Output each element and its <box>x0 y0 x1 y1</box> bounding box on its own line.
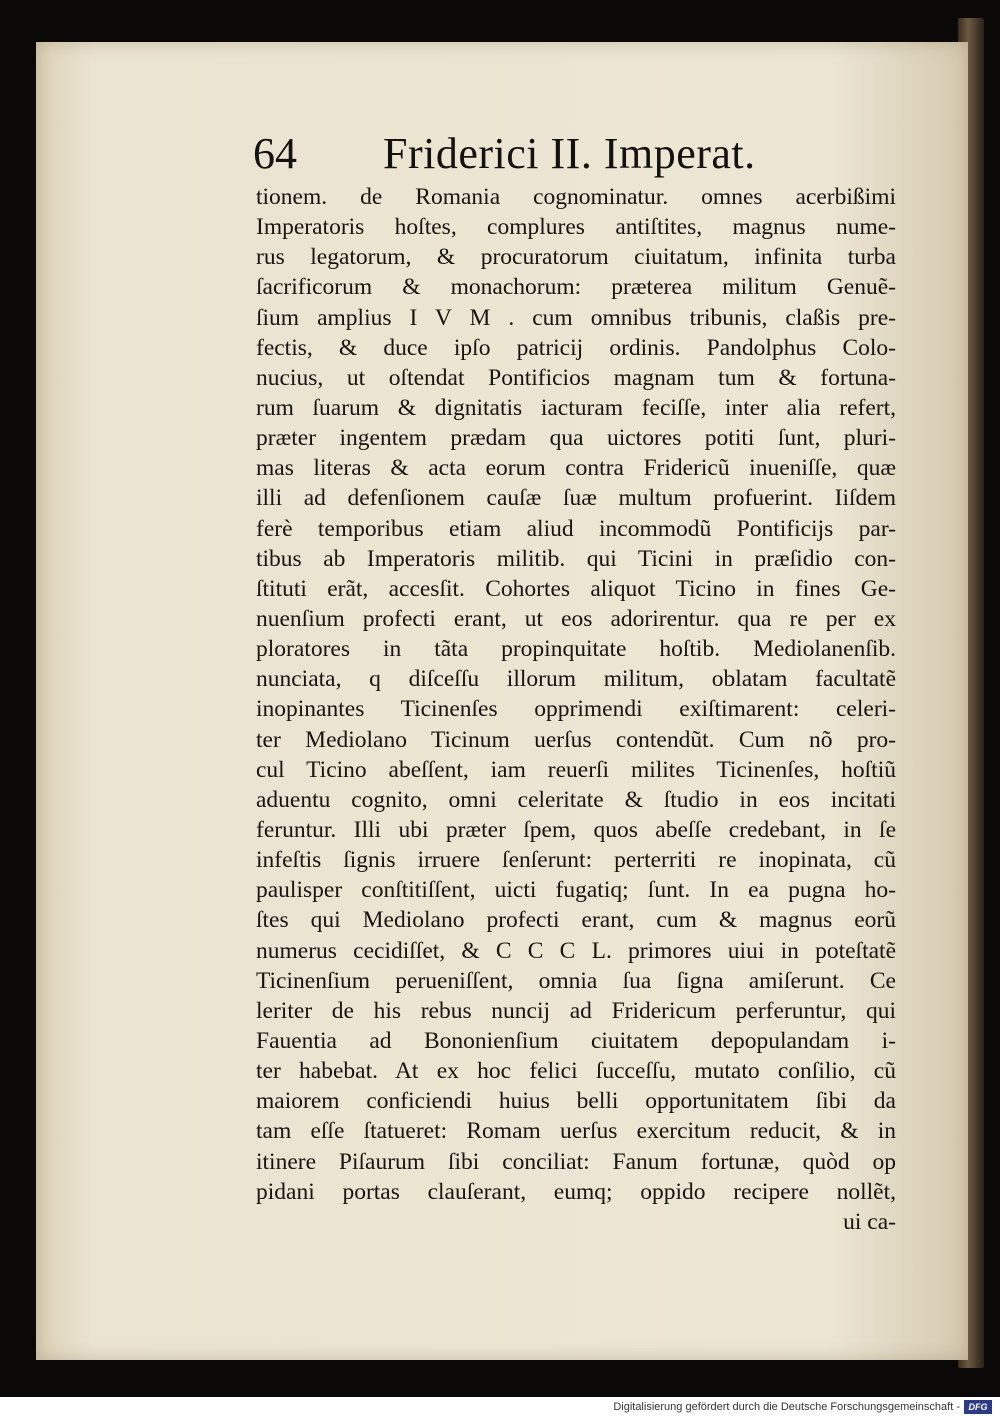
running-head: Friderici II. Imperat. <box>383 129 756 178</box>
page-header <box>253 126 853 182</box>
text-line: tionem. de Romania cognominatur. omnes acerbißimi <box>256 184 896 210</box>
text-line: fectis, & duce ipſo patricij ordinis. Pandolphus Colo- <box>256 334 896 361</box>
text-line: feruntur. Illi ubi præter ſpem, quos abeſſe credebant, in ſe <box>256 816 896 843</box>
text-line: rus legatorum, & procuratorum ciuitatum, infinita turba <box>256 244 896 271</box>
text-line: ſium amplius I V M . cum omnibus tribunis, claßis pre- <box>256 304 896 331</box>
text-line: nuenſium profecti erant, ut eos adorirentur. qua re per ex <box>256 605 896 632</box>
text-line: tam eſſe ſtatueret: Romam uerſus exercitum reducit, & in <box>256 1118 896 1145</box>
text-line: itinere Piſaurum ſibi conciliat: Fanum fortunæ, quòd op <box>256 1148 896 1175</box>
text-line: tibus ab Imperatoris militib. qui Ticini in præſidio con- <box>256 545 896 572</box>
text-line: ter habebat. At ex hoc felici ſucceſſu, mutato conſilio, cũ <box>256 1058 896 1085</box>
funding-credit: Digitalisierung gefördert durch die Deutsche Forschungsgemeinschaft - <box>613 1401 960 1413</box>
text-line: cul Ticino abeſſent, iam reuerſi milites Ticinenſes, hoſtiũ <box>256 756 896 783</box>
text-line: præter ingentem prædam qua uictores potiti ſunt, pluri- <box>256 425 896 452</box>
text-line: illi ad defenſionem cauſæ ſuæ multum profuerint. Iiſdem <box>256 485 896 512</box>
text-line: ſacrificorum & monachorum: præterea militum Genuẽ- <box>256 274 896 301</box>
text-line: Imperatoris hoſtes, complures antiſtites, magnus nume- <box>256 214 896 241</box>
text-line: mas literas & acta eorum contra Fridericũ inueniſſe, quæ <box>256 455 896 482</box>
text-line: paulisper conſtitiſſent, uicti fugatiq; ſunt. In ea pugna ho- <box>256 877 896 904</box>
text-line: nunciata, q diſceſſu illorum militum, oblatam facultatẽ <box>256 666 896 693</box>
footer-bar <box>0 1397 1000 1417</box>
text-line: aduentu cognito, omni celeritate & ſtudio in eos incitati <box>256 786 896 813</box>
text-line: Ticinenſium perueniſſent, omnia ſua ſigna amiſerunt. Ce <box>256 967 896 994</box>
text-line: ferè temporibus etiam aliud incommodũ Pontificijs par- <box>256 515 896 542</box>
text-line: ploratores in tãta propinquitate hoſtib. Mediolanenſib. <box>256 636 896 663</box>
text-line: pidani portas clauſerant, eumq; oppido recipere nollẽt, <box>256 1178 896 1205</box>
text-line: Fauentia ad Bononienſium ciuitatem depopulandam i- <box>256 1027 896 1054</box>
page-number: 64 <box>253 129 297 178</box>
text-line: infeſtis ſignis irruere ſenſerunt: perterriti re inopinata, cũ <box>256 847 896 874</box>
text-line: ui ca- <box>843 1208 896 1235</box>
text-line: numerus cecidiſſet, & C C C L. primores uiui in poteſtatẽ <box>256 937 896 964</box>
text-line: maiorem conficiendi huius belli opportunitatem ſibi da <box>256 1088 896 1115</box>
text-line: ſtituti erãt, accesſit. Cohortes aliquot Ticino in fines Ge- <box>256 575 896 602</box>
text-line: nucius, ut oſtendat Pontificios magnam tum & fortuna- <box>256 364 896 391</box>
body-text <box>256 182 896 1237</box>
text-line: rum ſuarum & dignitatis iacturam feciſſe, inter alia refert, <box>256 394 896 421</box>
text-line: ter Mediolano Ticinum uerſus contendũt. Cum nõ pro- <box>256 726 896 753</box>
text-line: inopinantes Ticinenſes opprimendi exiſtimarent: celeri- <box>256 696 896 723</box>
text-line: ſtes qui Mediolano profecti erant, cum & magnus eorũ <box>256 907 896 934</box>
text-line: leriter de his rebus nuncij ad Fridericum perferuntur, qui <box>256 997 896 1024</box>
dfg-logo: DFG <box>964 1400 992 1414</box>
